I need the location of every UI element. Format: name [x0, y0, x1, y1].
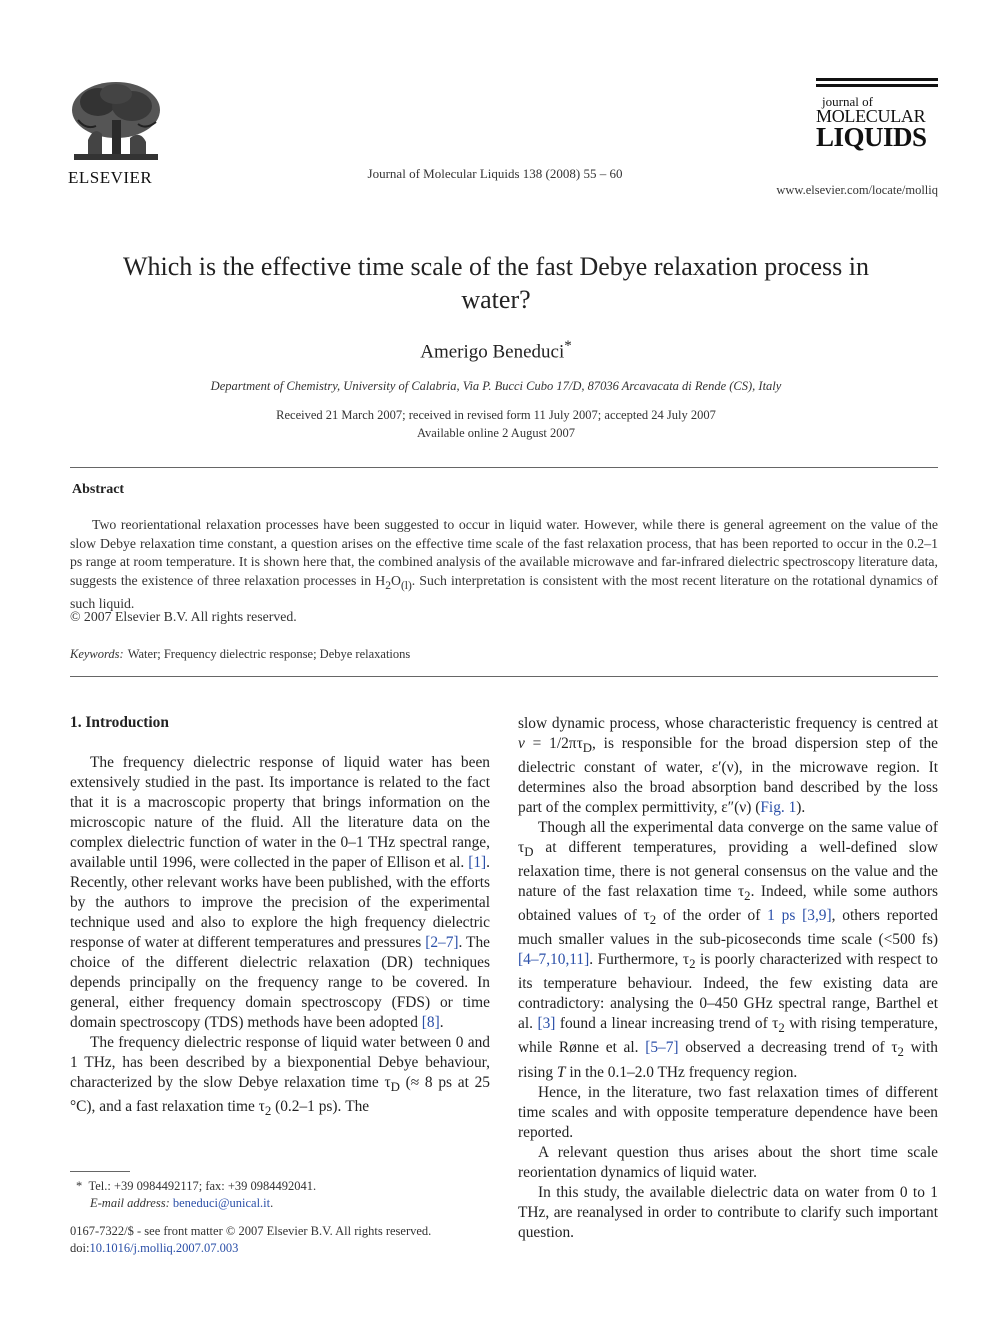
author-name: Amerigo Beneduci — [420, 341, 565, 363]
abstract-text: Two reorientational relaxation processes have been suggested to occur in liquid water. However, while there is general agreement on the value of the slow Debye relaxation time constant, a question arises on the effective time scale of the fast relaxation process, that has been reported to occur in the 0.2–1 ps range at room temperature. It is shown here that, the combined analysis of the available microwave and far-infrared dielectric spectroscopy literature data, suggests the existence of three relaxation processes in H — [70, 517, 938, 588]
doi-line — [70, 1240, 431, 1257]
citation-link[interactable]: [1] — [468, 854, 487, 871]
citation-link[interactable]: [2–7] — [425, 934, 459, 951]
keywords — [70, 647, 410, 662]
dates-received: Received 21 March 2007; received in revised form 11 July 2007; accepted 24 July 2007 — [276, 408, 716, 422]
abstract-heading: Abstract — [72, 482, 125, 497]
footnote — [76, 1178, 316, 1212]
publisher-logo — [68, 80, 164, 188]
affiliation: Department of Chemistry, University of Calabria, Via P. Bucci Cubo 17/D, 87036 Arcavacata di Rende (CS), Italy — [210, 379, 782, 393]
abstract-sub: (l) — [400, 579, 412, 592]
journal-logo-line1: journal of — [822, 94, 873, 109]
value-link[interactable]: 1 ps — [767, 907, 796, 925]
paragraph: slow dynamic process, whose characteristic frequency is centred at $\nu = 1/2\pi\tau_D$, is responsible for the broad dispersion step of the dielectric constant of water, ε′(ν), in the microwave region. It determines also the broad absorption band described by the loss part of the complex permittivity, ε″(ν) (Fig. 1). — [518, 715, 938, 817]
abstract-sub: 2 — [385, 579, 391, 592]
doi-link[interactable]: 10.1016/j.molliq.2007.07.003 — [89, 1241, 239, 1255]
paragraph: Hence, in the literature, two fast relaxation times of different time scales and with opposite temperature dependence have been reported. — [518, 1083, 938, 1141]
keywords-label: Keywords: — [70, 647, 124, 661]
citation-link[interactable]: [3] — [537, 1015, 556, 1033]
paragraph: In this study, the available dielectric data on water from 0 to 1 THz, are reanalysed in order to contribute to clarify such important question. — [518, 1183, 938, 1241]
abstract-text: . Such interpretation is consistent with the most recent literature on the rotational dynamics of such liquid. — [70, 572, 938, 611]
article-title: Which is the effective time scale of the fast Debye relaxation process in water? — [122, 252, 869, 314]
footnote-tel — [76, 1178, 316, 1195]
elsevier-tree-icon — [68, 80, 164, 166]
doi-label: doi: — [70, 1241, 90, 1255]
journal-url[interactable]: www.elsevier.com/locate/molliq — [776, 183, 938, 197]
article-dates — [96, 406, 896, 442]
divider — [70, 676, 938, 677]
citation-link[interactable]: [4–7,10,11] — [518, 951, 590, 969]
author — [96, 338, 896, 363]
paragraph: A relevant question thus arises about the short time scale reorientation dynamics of liquid water. — [518, 1143, 938, 1181]
publisher-name: ELSEVIER — [68, 168, 153, 187]
journal-logo-rule — [816, 84, 938, 87]
citation-link[interactable]: [5–7] — [645, 1039, 679, 1057]
keywords-list: Water; Frequency dielectric response; Debye relaxations — [127, 647, 411, 661]
abstract-body — [70, 516, 938, 613]
dates-online: Available online 2 August 2007 — [416, 426, 576, 440]
email-label: E-mail address: — [90, 1196, 170, 1210]
footnote-email: E-mail address: beneduci@unical.it. — [90, 1196, 274, 1210]
citation-link[interactable]: [3,9] — [802, 907, 832, 925]
email-link[interactable]: beneduci@unical.it — [172, 1196, 271, 1210]
citation-link[interactable]: [8] — [421, 1014, 440, 1031]
journal-logo-rule — [816, 78, 938, 81]
paragraph: The frequency dielectric response of liquid water has been extensively studied in the past. Its importance is related to the fact that it is a macroscopic property that brings information on the microscopic nature of the fluid. All the literature data on the complex dielectric function of water in the 0–1 THz spectral range, available until 1996, were collected in the paper of Ellison et al. [1]. Recently, other relevant works have been published, with the efforts by the authors to improve the precision of the experimental technique used and also to explore the high frequency dielectric response of water at different temperatures and pressures [2–7]. The choice of the different dielectric relaxation (DR) techniques depends principally on the frequency range to be covered. In general, either frequency domain spectroscopy (FDS) or time domain spectroscopy (TDS) methods have been adopted [8]. — [70, 754, 490, 1031]
footnote-tel-text: Tel.: +39 0984492117; fax: +39 0984492041. — [88, 1179, 317, 1193]
issn-line: 0167-7322/$ - see front matter © 2007 Elsevier B.V. All rights reserved. — [70, 1224, 432, 1238]
author-footnote-mark[interactable]: * — [564, 338, 572, 354]
issn-block — [70, 1223, 431, 1257]
paragraph: The frequency dielectric response of liquid water between 0 and 1 THz, has been described by a biexponential Debye behaviour, characterized by the slow Debye relaxation time $\tau_D$ (≈ 8 ps at 25 °C), and a fast relaxation time $\tau_2$ (0.2–1 ps). The — [70, 1034, 490, 1119]
section-heading: 1. Introduction — [70, 714, 169, 731]
journal-logo-line3: LIQUIDS — [816, 122, 927, 152]
paragraph: Though all the experimental data converge on the same value of $\tau_D$ at different temperatures, providing a well-defined slow relaxation time, there is not general consensus on the value and the nature of the fast relaxation time $\tau_2$. Indeed, while some authors obtained values of $\tau_2$ of the order of 1 ps [3,9], others reported much smaller values in the sub-picoseconds time scale (<500 fs) [4–7,10,11]. Furthermore, $\tau_2$ is poorly characterized with respect to its temperature behaviour. Indeed, the few existing data are contradictory: analysing the 0–450 GHz spectral range, Barthel et al. [3] found a linear increasing trend of $\tau_2$ with rising temperature, while Rønne et al. [5–7] observed a decreasing trend of $\tau_2$ with rising T in the 0.1–2.0 THz frequency region. — [518, 819, 938, 1081]
journal-logo — [816, 78, 938, 150]
abstract-copyright: © 2007 Elsevier B.V. All rights reserved. — [70, 609, 297, 624]
journal-citation: Journal of Molecular Liquids 138 (2008) 55 – 60 — [367, 166, 623, 181]
figure-link[interactable]: Fig. 1 — [760, 799, 797, 817]
journal-logo-line2: MOLECULAR — [816, 106, 926, 126]
divider — [70, 467, 938, 468]
footnote-rule — [70, 1171, 130, 1172]
right-column — [518, 714, 938, 1243]
footnote-mark: * — [76, 1179, 83, 1193]
left-column — [70, 753, 490, 1121]
abstract-text: O — [390, 572, 401, 588]
